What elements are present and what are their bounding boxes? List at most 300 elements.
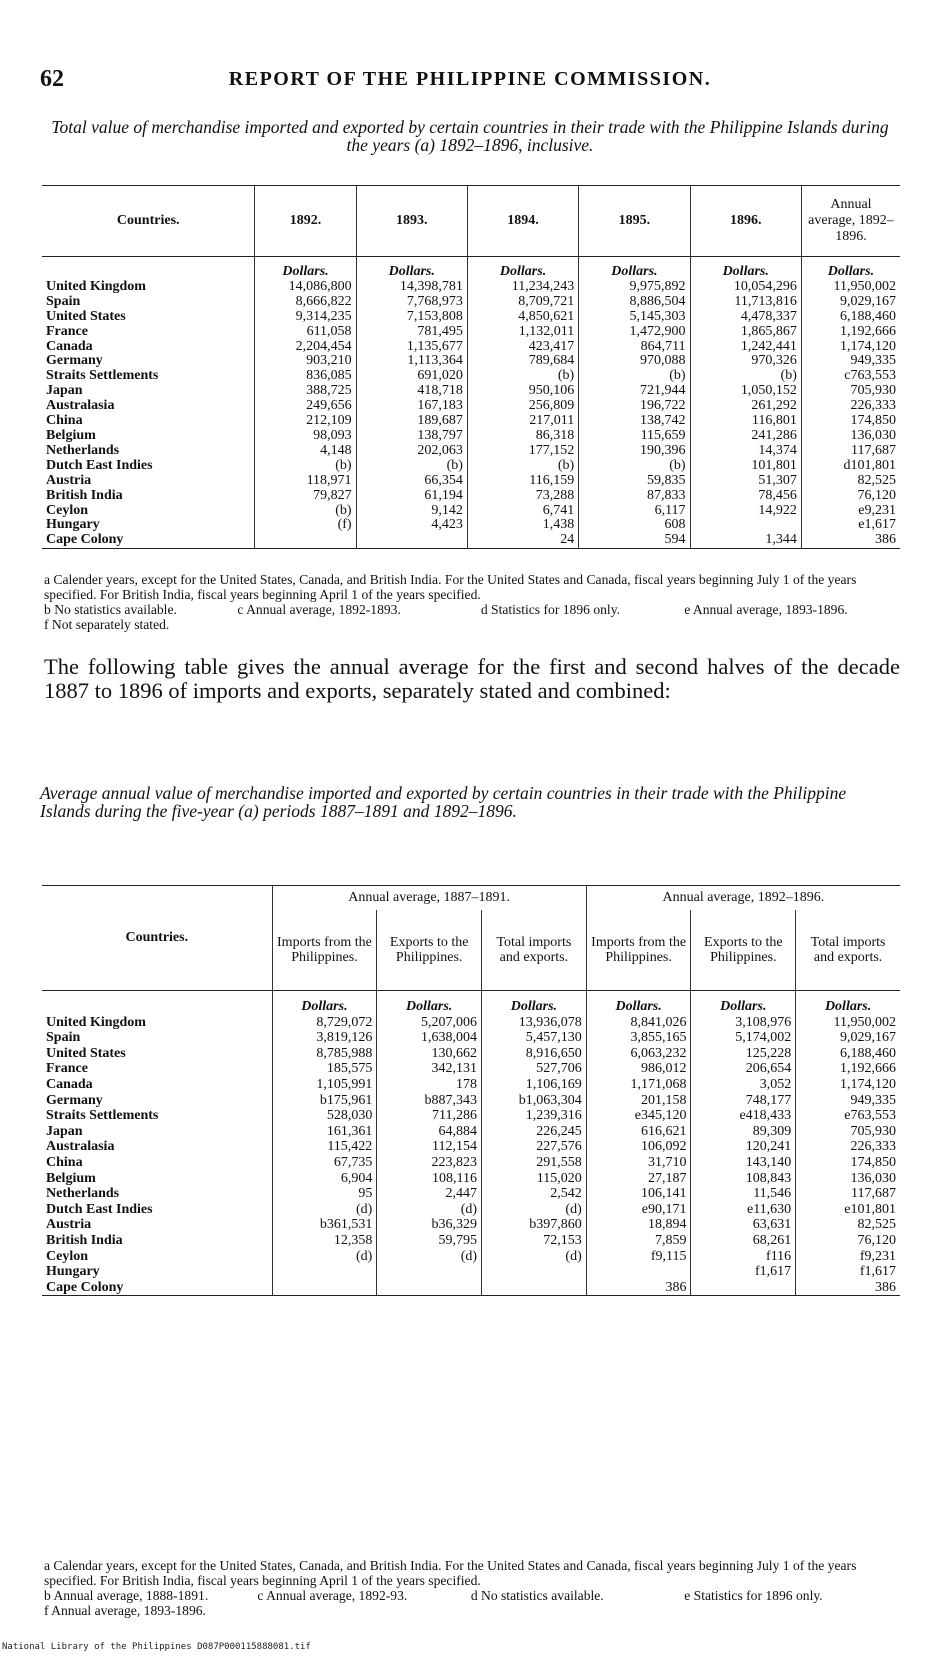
value-cell: 116,159 bbox=[467, 474, 578, 489]
value-cell: 249,656 bbox=[255, 399, 356, 414]
value-cell: 108,843 bbox=[691, 1171, 796, 1187]
unit-cell: Dollars. bbox=[586, 991, 691, 1015]
value-cell: 31,710 bbox=[586, 1155, 691, 1171]
table1-footnote-b: b No statistics available. bbox=[44, 602, 177, 617]
table2-footnote-e: e Statistics for 1896 only. bbox=[684, 1588, 823, 1603]
country-cell: Canada bbox=[46, 1076, 93, 1092]
country-cell: Belgium bbox=[46, 1170, 96, 1186]
value-cell: 115,422 bbox=[272, 1139, 377, 1155]
value-cell: 7,153,808 bbox=[356, 310, 467, 325]
table-row bbox=[42, 295, 900, 310]
value-cell: 781,495 bbox=[356, 325, 467, 340]
table2-footnotes bbox=[44, 1558, 900, 1618]
unit-cell: Dollars. bbox=[801, 257, 900, 280]
value-cell bbox=[377, 1280, 482, 1296]
table1-header-average: Annual average, 1892–1896. bbox=[801, 186, 900, 257]
value-cell: e101,801 bbox=[796, 1202, 900, 1218]
value-cell: 87,833 bbox=[579, 489, 690, 504]
value-cell: 78,456 bbox=[690, 489, 801, 504]
value-cell: 261,292 bbox=[690, 399, 801, 414]
value-cell: 120,241 bbox=[691, 1139, 796, 1155]
value-cell: 6,188,460 bbox=[801, 310, 900, 325]
value-cell: (b) bbox=[467, 459, 578, 474]
country-cell: France bbox=[46, 323, 88, 339]
value-cell: 5,207,006 bbox=[377, 1015, 482, 1031]
value-cell: b361,531 bbox=[272, 1217, 377, 1233]
value-cell: f1,617 bbox=[691, 1264, 796, 1280]
country-cell: Netherlands bbox=[46, 442, 120, 458]
value-cell: e763,553 bbox=[796, 1108, 900, 1124]
body-paragraph: The following table gives the annual average for the first and second halves of the decade 1887 to 1896 of imports and exports, separately stated and combined: bbox=[44, 654, 900, 703]
value-cell: 608 bbox=[579, 518, 690, 533]
value-cell: 1,438 bbox=[467, 518, 578, 533]
value-cell: f9,231 bbox=[796, 1249, 900, 1265]
value-cell: 76,120 bbox=[801, 489, 900, 504]
table-row bbox=[42, 414, 900, 429]
country-cell: Germany bbox=[46, 353, 103, 369]
value-cell: 691,020 bbox=[356, 369, 467, 384]
table2-unit-row bbox=[42, 991, 900, 1015]
value-cell: 2,542 bbox=[482, 1186, 587, 1202]
unit-cell: Dollars. bbox=[356, 257, 467, 280]
value-cell: 227,576 bbox=[482, 1139, 587, 1155]
value-cell: 79,827 bbox=[255, 489, 356, 504]
table2 bbox=[42, 885, 900, 1296]
table1-header-1892: 1892. bbox=[255, 186, 356, 257]
unit-cell: Dollars. bbox=[467, 257, 578, 280]
value-cell: (d) bbox=[377, 1249, 482, 1265]
value-cell: 594 bbox=[579, 533, 690, 548]
value-cell: 14,922 bbox=[690, 504, 801, 519]
value-cell: 115,659 bbox=[579, 429, 690, 444]
value-cell: (d) bbox=[482, 1249, 587, 1265]
value-cell: 61,194 bbox=[356, 489, 467, 504]
value-cell: e90,171 bbox=[586, 1202, 691, 1218]
table-row bbox=[42, 1249, 900, 1265]
value-cell: 6,741 bbox=[467, 504, 578, 519]
value-cell: 611,058 bbox=[255, 325, 356, 340]
value-cell: 1,638,004 bbox=[377, 1030, 482, 1046]
value-cell: 1,239,316 bbox=[482, 1108, 587, 1124]
value-cell: 949,335 bbox=[801, 354, 900, 369]
value-cell: 616,621 bbox=[586, 1124, 691, 1140]
country-cell: Canada bbox=[46, 338, 93, 354]
country-cell: Cape Colony bbox=[42, 1280, 272, 1296]
table2-caption: Average annual value of merchandise imported and exported by certain countries in their trade with the Philippine Islands during the five-year (a) periods 1887–1891 and 1892–1896. bbox=[40, 783, 847, 821]
value-cell: 903,210 bbox=[255, 354, 356, 369]
table-row bbox=[42, 354, 900, 369]
table1-header-1896: 1896. bbox=[690, 186, 801, 257]
value-cell: 136,030 bbox=[801, 429, 900, 444]
value-cell: 101,801 bbox=[690, 459, 801, 474]
value-cell: 9,142 bbox=[356, 504, 467, 519]
table-row bbox=[42, 518, 900, 533]
country-cell: Straits Settlements bbox=[46, 368, 159, 384]
value-cell bbox=[482, 1264, 587, 1280]
country-cell: Japan bbox=[46, 1123, 83, 1139]
value-cell: (f) bbox=[255, 518, 356, 533]
value-cell: 528,030 bbox=[272, 1108, 377, 1124]
country-cell: Australasia bbox=[46, 1139, 115, 1155]
value-cell: 64,884 bbox=[377, 1124, 482, 1140]
value-cell: 59,835 bbox=[579, 474, 690, 489]
value-cell: 7,859 bbox=[586, 1233, 691, 1249]
value-cell: 13,936,078 bbox=[482, 1015, 587, 1031]
value-cell: 423,417 bbox=[467, 340, 578, 355]
table1-footnote-d: d Statistics for 1896 only. bbox=[480, 602, 621, 617]
value-cell: 949,335 bbox=[796, 1093, 900, 1109]
value-cell: e11,630 bbox=[691, 1202, 796, 1218]
value-cell: 212,109 bbox=[255, 414, 356, 429]
table1-caption: Total value of merchandise imported and exported by certain countries in their trade with the Philippine Islands during the years (a) 1892–1896, inclusive. bbox=[51, 117, 889, 155]
value-cell: 3,108,976 bbox=[691, 1015, 796, 1031]
table1-header-1893: 1893. bbox=[356, 186, 467, 257]
table1-footnote-c: c Annual average, 1892-1893. bbox=[237, 602, 401, 617]
value-cell: 8,666,822 bbox=[255, 295, 356, 310]
value-cell: 970,088 bbox=[579, 354, 690, 369]
value-cell: 206,654 bbox=[691, 1061, 796, 1077]
value-cell: 51,307 bbox=[690, 474, 801, 489]
value-cell: 89,309 bbox=[691, 1124, 796, 1140]
value-cell: 189,687 bbox=[356, 414, 467, 429]
value-cell: e345,120 bbox=[586, 1108, 691, 1124]
value-cell: 9,314,235 bbox=[255, 310, 356, 325]
value-cell: 82,525 bbox=[801, 474, 900, 489]
value-cell: 67,735 bbox=[272, 1155, 377, 1171]
value-cell bbox=[691, 1280, 796, 1296]
table-row bbox=[42, 384, 900, 399]
table-row bbox=[42, 325, 900, 340]
table-row bbox=[42, 1202, 900, 1218]
unit-cell: Dollars. bbox=[691, 991, 796, 1015]
value-cell: 138,742 bbox=[579, 414, 690, 429]
country-cell: Dutch East Indies bbox=[46, 457, 153, 473]
country-cell: Dutch East Indies bbox=[46, 1201, 153, 1217]
table-row bbox=[42, 310, 900, 325]
value-cell: 291,558 bbox=[482, 1155, 587, 1171]
value-cell: (b) bbox=[255, 459, 356, 474]
report-title: REPORT OF THE PHILIPPINE COMMISSION. bbox=[228, 68, 712, 90]
value-cell: 24 bbox=[467, 533, 578, 548]
value-cell: 386 bbox=[796, 1280, 900, 1296]
unit-cell: Dollars. bbox=[482, 991, 587, 1015]
value-cell: 1,174,120 bbox=[796, 1077, 900, 1093]
value-cell: 66,354 bbox=[356, 474, 467, 489]
value-cell: 418,718 bbox=[356, 384, 467, 399]
value-cell: 6,904 bbox=[272, 1171, 377, 1187]
table-row bbox=[42, 1217, 900, 1233]
value-cell: 10,054,296 bbox=[690, 280, 801, 295]
value-cell: b887,343 bbox=[377, 1093, 482, 1109]
value-cell: 1,174,120 bbox=[801, 340, 900, 355]
table-row bbox=[42, 1155, 900, 1171]
value-cell: 748,177 bbox=[691, 1093, 796, 1109]
value-cell bbox=[272, 1264, 377, 1280]
value-cell: 9,029,167 bbox=[796, 1030, 900, 1046]
country-cell: United Kingdom bbox=[46, 1014, 146, 1030]
country-cell: Germany bbox=[46, 1092, 103, 1108]
table-row bbox=[42, 1186, 900, 1202]
value-cell: 8,886,504 bbox=[579, 295, 690, 310]
value-cell: 8,916,650 bbox=[482, 1046, 587, 1062]
value-cell: 202,063 bbox=[356, 444, 467, 459]
value-cell: 527,706 bbox=[482, 1061, 587, 1077]
value-cell: 388,725 bbox=[255, 384, 356, 399]
value-cell: 27,187 bbox=[586, 1171, 691, 1187]
country-cell: Spain bbox=[46, 1030, 81, 1046]
table-row bbox=[42, 1139, 900, 1155]
value-cell: 14,374 bbox=[690, 444, 801, 459]
value-cell: 705,930 bbox=[801, 384, 900, 399]
table-row bbox=[42, 1124, 900, 1140]
unit-cell: Dollars. bbox=[272, 991, 377, 1015]
value-cell: 178 bbox=[377, 1077, 482, 1093]
value-cell: 1,105,991 bbox=[272, 1077, 377, 1093]
table-row bbox=[42, 474, 900, 489]
value-cell: 59,795 bbox=[377, 1233, 482, 1249]
scan-footer: National Library of the Philippines D087P000115888081.tif bbox=[2, 1642, 311, 1652]
table-row bbox=[42, 444, 900, 459]
value-cell: (d) bbox=[272, 1202, 377, 1218]
value-cell: 6,188,460 bbox=[796, 1046, 900, 1062]
value-cell: f116 bbox=[691, 1249, 796, 1265]
country-cell: Hungary bbox=[46, 1264, 100, 1280]
value-cell: 705,930 bbox=[796, 1124, 900, 1140]
value-cell: (b) bbox=[579, 459, 690, 474]
value-cell: 11,546 bbox=[691, 1186, 796, 1202]
table-row bbox=[42, 1061, 900, 1077]
table1-body bbox=[42, 257, 900, 549]
value-cell: 7,768,973 bbox=[356, 295, 467, 310]
value-cell: 82,525 bbox=[796, 1217, 900, 1233]
country-cell: Hungary bbox=[46, 517, 100, 533]
table2-sub-exports-1: Exports to the Philippines. bbox=[377, 910, 482, 991]
table2-body bbox=[42, 991, 900, 1296]
value-cell: 106,141 bbox=[586, 1186, 691, 1202]
table2-sub-imports-2: Imports from the Philippines. bbox=[586, 910, 691, 991]
value-cell: 2,204,454 bbox=[255, 340, 356, 355]
unit-cell bbox=[42, 257, 255, 280]
value-cell: 5,457,130 bbox=[482, 1030, 587, 1046]
value-cell: (b) bbox=[255, 504, 356, 519]
value-cell: 1,171,068 bbox=[586, 1077, 691, 1093]
value-cell: 14,398,781 bbox=[356, 280, 467, 295]
value-cell: 1,135,677 bbox=[356, 340, 467, 355]
value-cell: c763,553 bbox=[801, 369, 900, 384]
country-cell: Belgium bbox=[46, 427, 96, 443]
value-cell: 185,575 bbox=[272, 1061, 377, 1077]
value-cell: f9,115 bbox=[586, 1249, 691, 1265]
value-cell: 138,797 bbox=[356, 429, 467, 444]
value-cell: b1,063,304 bbox=[482, 1093, 587, 1109]
table-row bbox=[42, 280, 900, 295]
table2-footnote-f: f Annual average, 1893-1896. bbox=[44, 1603, 206, 1618]
value-cell: 4,850,621 bbox=[467, 310, 578, 325]
value-cell: 130,662 bbox=[377, 1046, 482, 1062]
table-row bbox=[42, 399, 900, 414]
value-cell: 3,855,165 bbox=[586, 1030, 691, 1046]
value-cell: 8,841,026 bbox=[586, 1015, 691, 1031]
country-cell: British India bbox=[46, 487, 123, 503]
value-cell: 836,085 bbox=[255, 369, 356, 384]
table-row bbox=[42, 533, 900, 548]
value-cell: 9,029,167 bbox=[801, 295, 900, 310]
value-cell: 108,116 bbox=[377, 1171, 482, 1187]
table2-group-1892-1896: Annual average, 1892–1896. bbox=[586, 886, 900, 911]
country-cell: China bbox=[46, 1154, 83, 1170]
unit-cell: Dollars. bbox=[690, 257, 801, 280]
value-cell: 4,423 bbox=[356, 518, 467, 533]
value-cell: 1,865,867 bbox=[690, 325, 801, 340]
table1-footnote-f: f Not separately stated. bbox=[44, 617, 170, 632]
value-cell: 116,801 bbox=[690, 414, 801, 429]
unit-cell: Dollars. bbox=[579, 257, 690, 280]
value-cell: 2,447 bbox=[377, 1186, 482, 1202]
country-cell: France bbox=[46, 1061, 88, 1077]
table-row bbox=[42, 1264, 900, 1280]
value-cell: 8,709,721 bbox=[467, 295, 578, 310]
value-cell: 12,358 bbox=[272, 1233, 377, 1249]
value-cell: 386 bbox=[801, 533, 900, 548]
table1-footnotes bbox=[44, 572, 900, 632]
table-row bbox=[42, 459, 900, 474]
unit-cell bbox=[42, 991, 272, 1015]
value-cell bbox=[356, 533, 467, 548]
table-row bbox=[42, 489, 900, 504]
value-cell: 118,971 bbox=[255, 474, 356, 489]
value-cell: 112,154 bbox=[377, 1139, 482, 1155]
value-cell: 1,472,900 bbox=[579, 325, 690, 340]
value-cell: e418,433 bbox=[691, 1108, 796, 1124]
value-cell: e1,617 bbox=[801, 518, 900, 533]
value-cell: 342,131 bbox=[377, 1061, 482, 1077]
table1-header-1895: 1895. bbox=[579, 186, 690, 257]
table2-group-1887-1891: Annual average, 1887–1891. bbox=[272, 886, 586, 911]
unit-cell: Dollars. bbox=[377, 991, 482, 1015]
table2-sub-imports-1: Imports from the Philippines. bbox=[272, 910, 377, 991]
table-row bbox=[42, 1280, 900, 1296]
value-cell: 143,140 bbox=[691, 1155, 796, 1171]
table-row bbox=[42, 369, 900, 384]
country-cell: United States bbox=[46, 1045, 126, 1061]
value-cell: e9,231 bbox=[801, 504, 900, 519]
unit-cell: Dollars. bbox=[796, 991, 900, 1015]
value-cell bbox=[690, 518, 801, 533]
value-cell: 115,020 bbox=[482, 1171, 587, 1187]
value-cell: 226,245 bbox=[482, 1124, 587, 1140]
value-cell: 217,011 bbox=[467, 414, 578, 429]
value-cell: (b) bbox=[690, 369, 801, 384]
country-cell: Spain bbox=[46, 293, 81, 309]
value-cell bbox=[377, 1264, 482, 1280]
value-cell: 117,687 bbox=[796, 1186, 900, 1202]
table2-footnote-d: d No statistics available. bbox=[470, 1588, 604, 1603]
table1-header-1894: 1894. bbox=[467, 186, 578, 257]
table-row bbox=[42, 1233, 900, 1249]
value-cell: d101,801 bbox=[801, 459, 900, 474]
value-cell: 106,092 bbox=[586, 1139, 691, 1155]
value-cell: 76,120 bbox=[796, 1233, 900, 1249]
value-cell: 8,785,988 bbox=[272, 1046, 377, 1062]
value-cell bbox=[586, 1264, 691, 1280]
table-row bbox=[42, 1030, 900, 1046]
value-cell: 72,153 bbox=[482, 1233, 587, 1249]
country-cell: Netherlands bbox=[46, 1186, 120, 1202]
value-cell: 14,086,800 bbox=[255, 280, 356, 295]
value-cell: 256,809 bbox=[467, 399, 578, 414]
country-cell: Cape Colony bbox=[42, 533, 255, 548]
value-cell: (b) bbox=[579, 369, 690, 384]
value-cell: 167,183 bbox=[356, 399, 467, 414]
country-cell: United Kingdom bbox=[46, 278, 146, 294]
table2-footnote-c: c Annual average, 1892-93. bbox=[257, 1588, 408, 1603]
value-cell: 226,333 bbox=[796, 1139, 900, 1155]
value-cell: 5,174,002 bbox=[691, 1030, 796, 1046]
value-cell: (d) bbox=[482, 1202, 587, 1218]
table2-header-countries: Countries. bbox=[42, 886, 272, 991]
value-cell: (b) bbox=[467, 369, 578, 384]
value-cell: 11,713,816 bbox=[690, 295, 801, 310]
value-cell: b175,961 bbox=[272, 1093, 377, 1109]
value-cell: 864,711 bbox=[579, 340, 690, 355]
table-row bbox=[42, 1108, 900, 1124]
page-number: 62 bbox=[40, 66, 64, 92]
table-row bbox=[42, 429, 900, 444]
value-cell: 190,396 bbox=[579, 444, 690, 459]
country-cell: Australasia bbox=[46, 398, 115, 414]
value-cell bbox=[482, 1280, 587, 1296]
page-header bbox=[40, 66, 900, 100]
value-cell: 98,093 bbox=[255, 429, 356, 444]
country-cell: British India bbox=[46, 1232, 123, 1248]
value-cell: 11,950,002 bbox=[796, 1015, 900, 1031]
table2-sub-total-2: Total imports and exports. bbox=[796, 910, 900, 991]
country-cell: China bbox=[46, 413, 83, 429]
value-cell: 68,261 bbox=[691, 1233, 796, 1249]
table2-group-header-row bbox=[42, 886, 900, 911]
value-cell: 970,326 bbox=[690, 354, 801, 369]
value-cell: 223,823 bbox=[377, 1155, 482, 1171]
value-cell: 4,148 bbox=[255, 444, 356, 459]
value-cell: 4,478,337 bbox=[690, 310, 801, 325]
country-cell: United States bbox=[46, 308, 126, 324]
value-cell: (d) bbox=[272, 1249, 377, 1265]
table-row bbox=[42, 504, 900, 519]
value-cell: 86,318 bbox=[467, 429, 578, 444]
value-cell: 196,722 bbox=[579, 399, 690, 414]
value-cell: 174,850 bbox=[801, 414, 900, 429]
value-cell: 9,975,892 bbox=[579, 280, 690, 295]
value-cell: 95 bbox=[272, 1186, 377, 1202]
value-cell: 1,113,364 bbox=[356, 354, 467, 369]
value-cell: (b) bbox=[356, 459, 467, 474]
value-cell: f1,617 bbox=[796, 1264, 900, 1280]
table1-header-row bbox=[42, 186, 900, 257]
value-cell: 174,850 bbox=[796, 1155, 900, 1171]
value-cell: 1,192,666 bbox=[796, 1061, 900, 1077]
table1 bbox=[42, 185, 900, 549]
value-cell: 386 bbox=[586, 1280, 691, 1296]
table-row bbox=[42, 1171, 900, 1187]
value-cell: 63,631 bbox=[691, 1217, 796, 1233]
value-cell bbox=[272, 1280, 377, 1296]
country-cell: Austria bbox=[46, 1217, 92, 1233]
country-cell: Austria bbox=[46, 472, 92, 488]
value-cell: 950,106 bbox=[467, 384, 578, 399]
value-cell: 3,052 bbox=[691, 1077, 796, 1093]
value-cell: 161,361 bbox=[272, 1124, 377, 1140]
table1-footnote-e: e Annual average, 1893-1896. bbox=[684, 602, 848, 617]
